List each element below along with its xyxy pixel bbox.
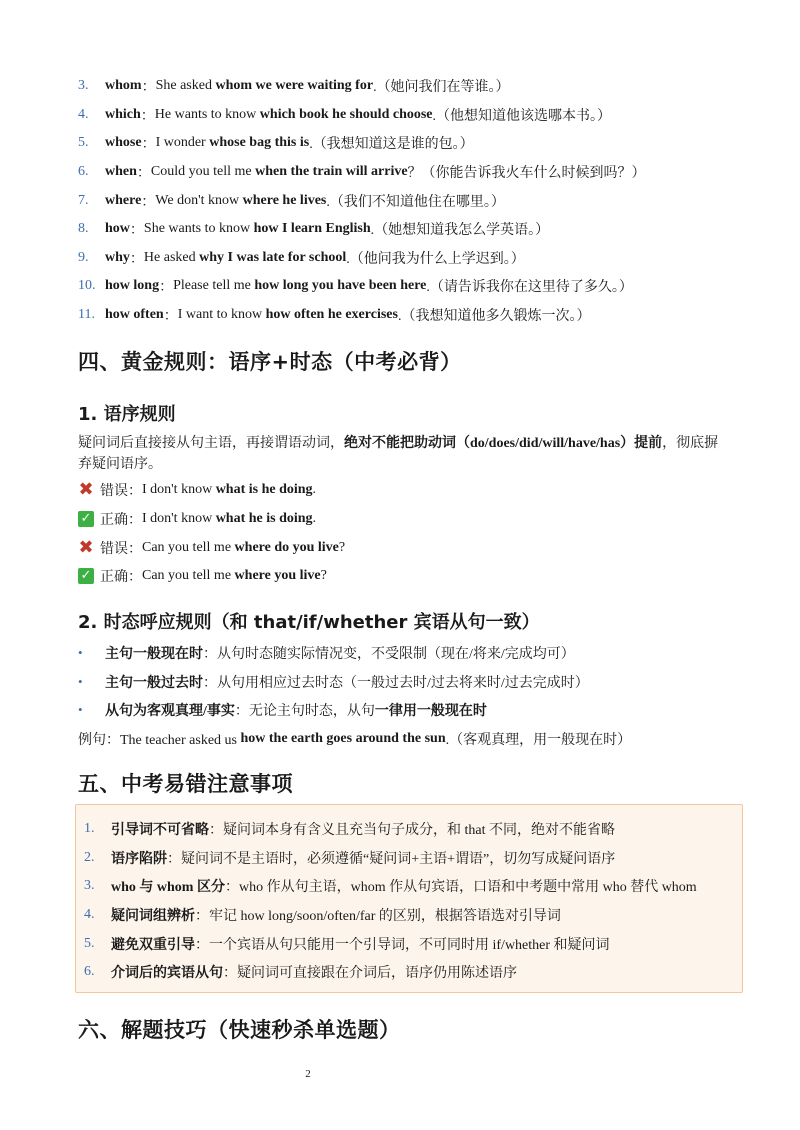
- notes-list: [84, 815, 697, 987]
- list-number: 6.: [78, 164, 89, 180]
- list-number: 4.: [84, 907, 95, 923]
- list-number: 8.: [78, 221, 89, 237]
- example-list: [78, 72, 758, 329]
- bullet-item: • 主句一般过去时 ：从句用相应过去时态（一般过去时/过去将来时/过去完成时）: [78, 674, 589, 691]
- list-item: 8. how ： She wants to know how I learn English .（她想知道我怎么学英语。）: [78, 221, 550, 239]
- check-line-wrong: ✖ 错误 ： I don't know what is he doing .: [78, 479, 317, 500]
- section-title-common-mistakes: 五、中考易错注意事项: [78, 772, 293, 796]
- list-number: 10.: [78, 278, 96, 294]
- note-item: 4. 疑问词组辨析 ：牢记 how long/soon/often/far 的区别，根据答语选对引导词: [84, 907, 561, 925]
- list-item: 7. where ： We don't know where he lives .（我们不知道他住在哪里。）: [78, 192, 505, 210]
- bullet-item: • 从句为客观真理/事实 ：无论主句时态，从句 一律用一般现在时: [78, 702, 487, 719]
- list-number: 3.: [78, 78, 89, 94]
- bullet-item: • 主句一般现在时 ：从句时态随实际情况变，不受限制（现在/将来/完成均可）: [78, 645, 575, 662]
- list-item: 9. why ： He asked why I was late for school .（他问我为什么上学迟到。）: [78, 249, 525, 267]
- list-number: 3.: [84, 878, 95, 894]
- check-mark-icon: ✓: [78, 511, 94, 527]
- check-line-wrong: ✖ 错误 ： Can you tell me where do you live ?: [78, 537, 346, 558]
- cross-mark-icon: ✖: [78, 479, 94, 500]
- example-sentence: 例句：The teacher asked us how the earth goes around the sun .（客观真理，用一般现在时）: [78, 731, 632, 748]
- section-title-solving-tips: 六、解题技巧（快速秒杀单选题）: [78, 1018, 401, 1042]
- list-item: 6. when ： Could you tell me when the train will arrive ？（你能告诉我火车什么时候到吗？）: [78, 164, 646, 182]
- list-number: 7.: [78, 192, 89, 208]
- section-title-golden-rules: 四、黄金规则：语序+时态（中考必背）: [78, 350, 462, 374]
- check-mark-icon: ✓: [78, 568, 94, 584]
- list-number: 1.: [84, 821, 95, 837]
- bullet-icon: •: [78, 674, 83, 689]
- bullet-icon: •: [78, 702, 83, 717]
- list-item: 11. how often ： I want to know how often he exercises .（我想知道他多久锻炼一次。）: [78, 307, 591, 325]
- note-item: 2. 语序陷阱 ：疑问词不是主语时，必须遵循“疑问词+主语+谓语”，切勿写成疑问语序: [84, 849, 616, 867]
- check-line-right: ✓ 正确 ： Can you tell me where you live ?: [78, 566, 327, 586]
- list-number: 6.: [84, 964, 95, 980]
- list-item: 3. whom ： She asked whom we were waiting for .（她问我们在等谁。）: [78, 78, 510, 96]
- list-number: 5.: [84, 935, 95, 951]
- list-item: 4. which ： He wants to know which book he should choose .（他想知道他该选哪本书。）: [78, 106, 612, 124]
- list-number: 9.: [78, 249, 89, 265]
- list-number: 11.: [78, 307, 95, 323]
- list-number: 2.: [84, 849, 95, 865]
- note-item: 5. 避免双重引导 ：一个宾语从句只能用一个引导词，不可同时用 if/whether 和疑问词: [84, 935, 610, 953]
- note-item: 6. 介词后的宾语从句 ：疑问词可直接跟在介词后，语序仍用陈述语序: [84, 964, 517, 982]
- word-order-paragraph: 疑问词后直接接从句主语，再接谓语动词，绝对不能把助动词（do/does/did/will/have/has）提前，彻底摒弃疑问语序。: [78, 436, 719, 472]
- cross-mark-icon: ✖: [78, 537, 94, 558]
- notes-box: [75, 804, 743, 993]
- list-number: 5.: [78, 135, 89, 151]
- note-item: 1. 引导词不可省略 ：疑问词本身有含义且充当句子成分，和 that 不同，绝对不能省略: [84, 821, 615, 839]
- bullet-icon: •: [78, 645, 83, 660]
- subsection-title-tense: 2. 时态呼应规则（和 that/if/whether 宾语从句一致）: [78, 612, 540, 633]
- check-line-right: ✓ 正确 ： I don't know what he is doing .: [78, 509, 316, 529]
- subsection-title-word-order: 1. 语序规则: [78, 404, 176, 425]
- page-number: 2: [305, 1068, 311, 1080]
- list-item: 5. whose ： I wonder whose bag this is .（我想知道这是谁的包。）: [78, 135, 474, 153]
- note-item: 3. who 与 whom 区分 ：who 作从句主语，whom 作从句宾语，口语和中考题中常用 who 替代 whom: [84, 878, 697, 896]
- list-number: 4.: [78, 106, 89, 122]
- list-item: 10. how long ： Please tell me how long you have been here .（请告诉我你在这里待了多久。）: [78, 278, 633, 296]
